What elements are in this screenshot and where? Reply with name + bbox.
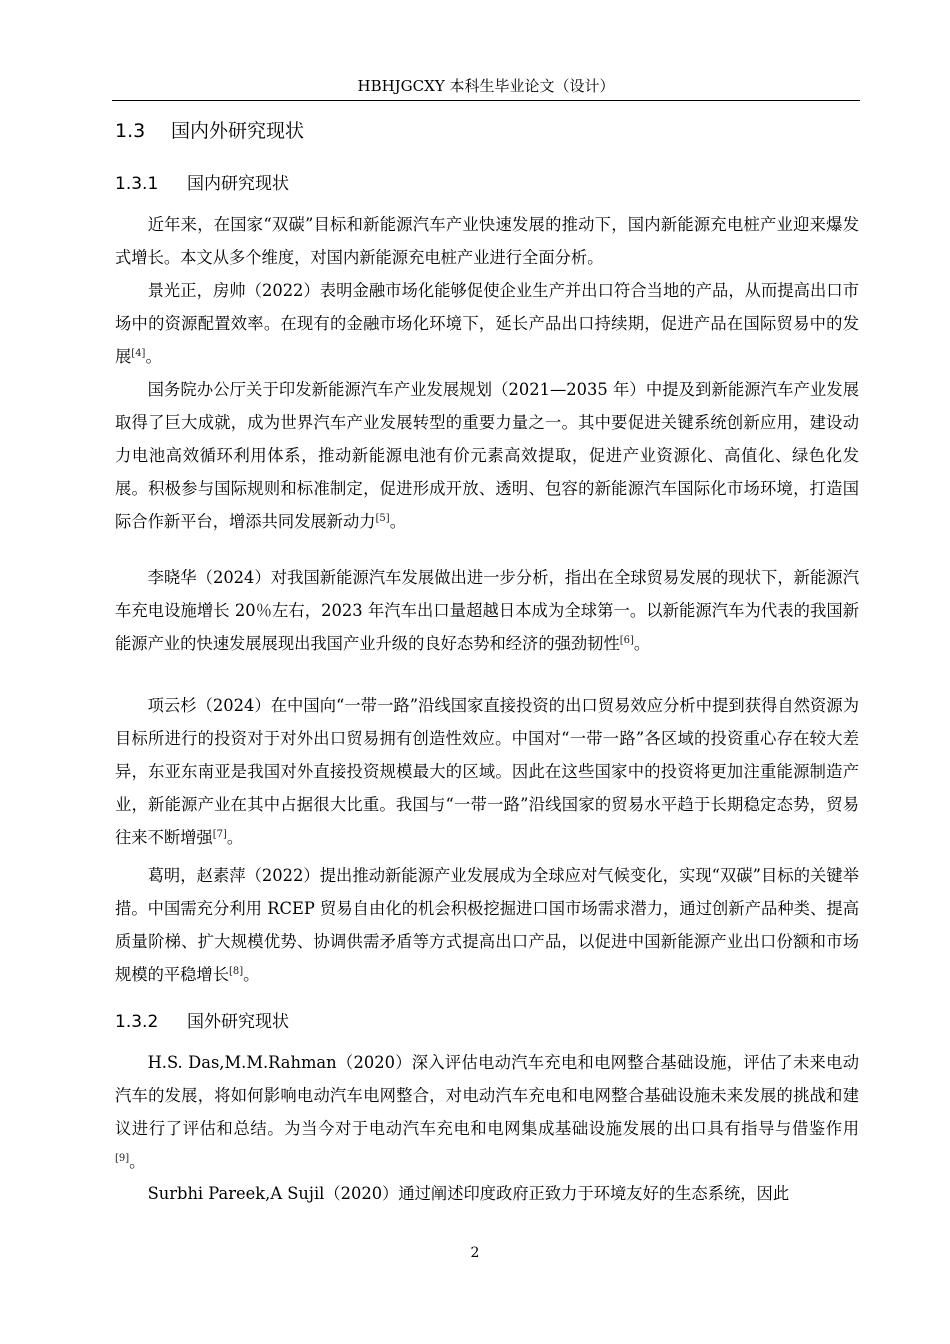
- header-rule: [112, 100, 860, 101]
- subsection-number: 1.3.2: [115, 1012, 159, 1032]
- subsection-heading-domestic: [115, 172, 289, 196]
- subsection-heading-foreign: [115, 1010, 289, 1034]
- citation[interactable]: [8]: [228, 966, 244, 977]
- section-number: 1.3: [115, 120, 146, 142]
- citation[interactable]: [7]: [212, 829, 227, 840]
- paragraph: Surbhi Pareek,A Sujil（2020）通过阐述印度政府正致力于环境友好的生态系统，因此: [147, 1184, 790, 1203]
- paragraph: 项云杉（2024）在中国向“一带一路”沿线国家直接投资的出口贸易效应分析中提到获得自然资源为目标所进行的投资对于对外出口贸易拥有创造性效应。中国对“一带一路”各区域的投资重心存在较大差异，东亚东南亚是我国对外直接投资规模最大的区域。因此在这些国家中的投资将更加注重能源制造产业，新能源产业在其中占据很大比重。我国与“一带一路”沿线国家的贸易水平趋于长期稳定态势，贸易往来不断增强[7]。: [115, 696, 859, 847]
- citation[interactable]: [6]: [619, 635, 634, 646]
- section-title: 国内外研究现状: [171, 120, 305, 142]
- paragraph: 近年来，在国家“双碳”目标和新能源汽车产业快速发展的推动下，国内新能源充电桩产业迎来爆发式增长。本文从多个维度，对国内新能源充电桩产业进行全面分析。: [115, 215, 859, 267]
- subsection-number: 1.3.1: [115, 174, 159, 194]
- paragraph: 国务院办公厅关于印发新能源汽车产业发展规划（2021—2035 年）中提及到新能源汽车产业发展取得了巨大成就，成为世界汽车产业发展转型的重要力量之一。其中要促进关键系统创新应用，建设动力电池高效循环利用体系，推动新能源电池有价元素高效提取，促进产业资源化、高值化、绿色化发展。积极参与国际规则和标准制定，促进形成开放、透明、包容的新能源汽车国际化市场环境，打造国际合作新平台，增添共同发展新动力[5]。: [115, 380, 859, 531]
- paragraph: 葛明，赵素萍（2022）提出推动新能源产业发展成为全球应对气候变化，实现“双碳”目标的关键举措。中国需充分利用 RCEP 贸易自由化的机会积极挖掘进口国市场需求潜力，通过创新产品种类、提高质量阶梯、扩大规模优势、协调供需矛盾等方式提高出口产品，以促进中国新能源产业出口份额和市场规模的平稳增长[8]。: [115, 866, 859, 984]
- citation[interactable]: [9]: [115, 1153, 130, 1164]
- citation[interactable]: [5]: [375, 513, 390, 524]
- subsection-title: 国外研究现状: [187, 1012, 289, 1032]
- paragraph: H.S. Das,M.M.Rahman（2020）深入评估电动汽车充电和电网整合基础设施，评估了未来电动汽车的发展，将如何影响电动汽车电网整合，对电动汽车充电和电网整合基础设施未来发展的挑战和建议进行了评估和总结。为当今对于电动汽车充电和电网集成基础设施发展的出口具有指导与借鉴作用[9]。: [115, 1053, 859, 1171]
- citation[interactable]: [4]: [131, 348, 146, 359]
- paragraph: 李晓华（2024）对我国新能源汽车发展做出进一步分析，指出在全球贸易发展的现状下，新能源汽车充电设施增长 20％左右，2023 年汽车出口量超越日本成为全球第一。以新能源汽车为代表的我国新能源产业的快速发展展现出我国产业升级的良好态势和经济的强劲韧性[6]。: [115, 568, 859, 653]
- subsection-title: 国内研究现状: [187, 174, 289, 194]
- running-header: HBHJGCXY 本科生毕业论文（设计）: [357, 77, 615, 95]
- page-number: 2: [470, 1245, 480, 1261]
- section-heading: [115, 118, 304, 144]
- paragraph: 景光正，房帅（2022）表明金融市场化能够促使企业生产并出口符合当地的产品，从而提高出口市场中的资源配置效率。在现有的金融市场化环境下，延长产品出口持续期，促进产品在国际贸易中的发展[4]。: [115, 281, 859, 366]
